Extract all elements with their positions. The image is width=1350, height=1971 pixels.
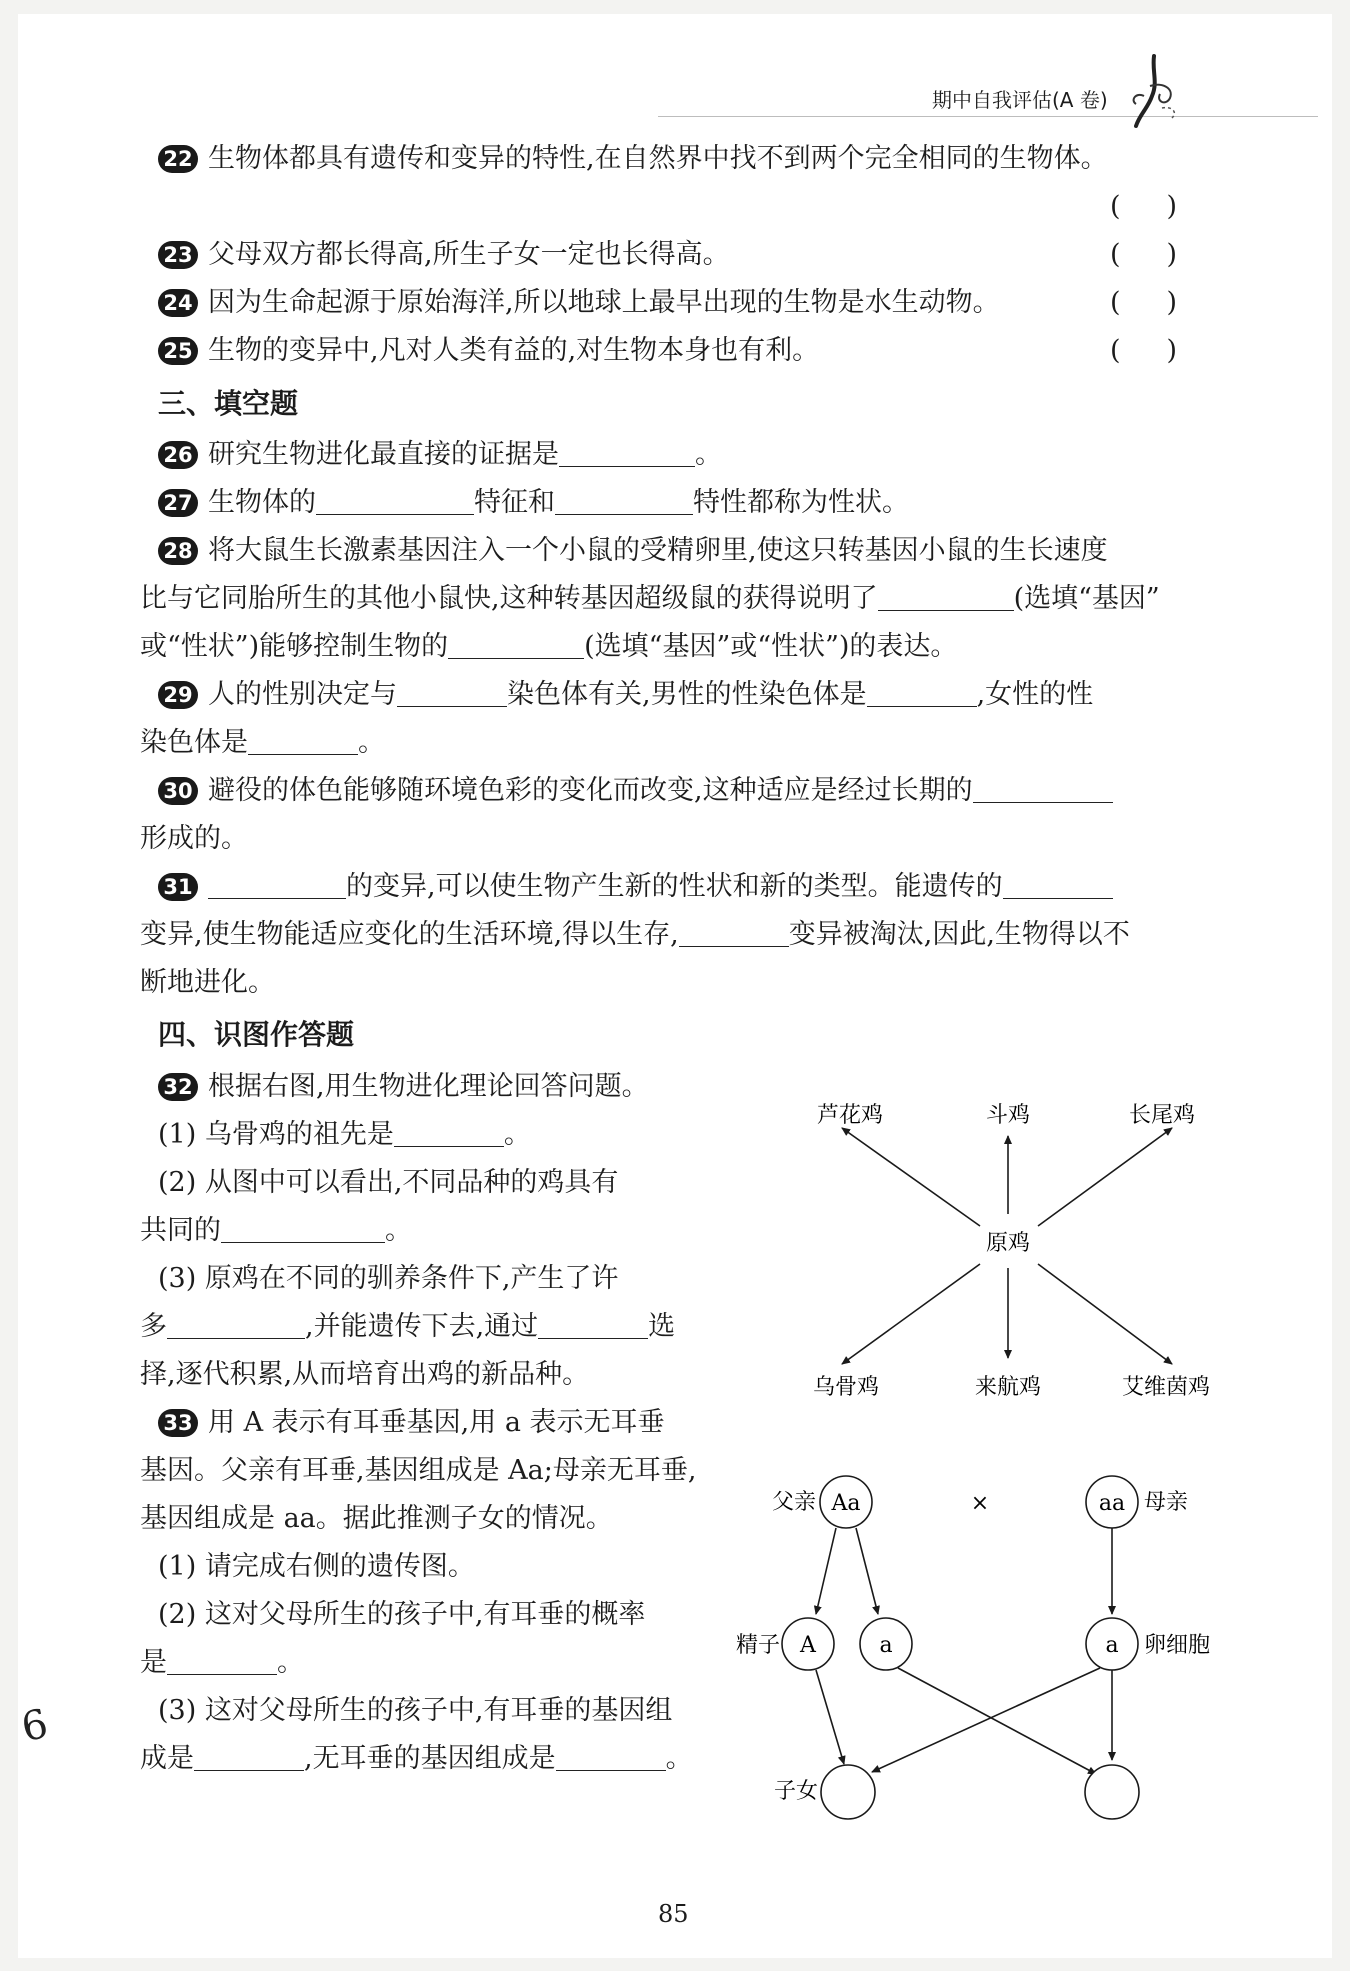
header-ornament-icon (1122, 52, 1192, 132)
question-text: 生物的变异中,凡对人类有益的,对生物本身也有利。 (208, 335, 820, 366)
question-line: 避役的体色能够随环境色彩的变化而改变,这种适应是经过长期的 (208, 776, 1113, 806)
breed-label: 艾维茵鸡 (1121, 1375, 1211, 1400)
answer-blank[interactable] (559, 444, 695, 467)
answer-blank[interactable] (878, 588, 1014, 611)
question-line: (1) 乌骨鸡的祖先是 。 (158, 1119, 531, 1150)
father-label: 父亲 (771, 1490, 816, 1515)
child-circle-blank[interactable] (1085, 1765, 1139, 1819)
question-line: 的变异,可以使生物产生新的性状和新的类型。能遗传的 (208, 872, 1113, 902)
answer-parentheses[interactable]: ( ) (1110, 335, 1178, 366)
sperm-label: 精子 (735, 1633, 780, 1658)
answer-blank[interactable] (556, 1748, 666, 1771)
question-line: 研究生物进化最直接的证据是 。 (208, 439, 722, 470)
answer-blank[interactable] (679, 924, 789, 947)
inheritance-diagram (735, 1434, 1228, 1854)
answer-parentheses[interactable]: ( ) (1110, 191, 1178, 222)
question-line: 用 A 表示有耳垂基因,用 a 表示无耳垂 (208, 1407, 665, 1438)
question-line: 形成的。 (140, 823, 248, 854)
question-line: 基因组成是 aa。据此推测子女的情况。 (140, 1503, 613, 1534)
question-number: 24 (158, 289, 198, 317)
question-line: 比与它同胎所生的其他小鼠快,这种转基因超级鼠的获得说明了 (选填“基因” (140, 583, 1160, 614)
section-title: 三、填空题 (158, 387, 299, 420)
question-number: 31 (158, 873, 198, 901)
answer-blank[interactable] (221, 1220, 385, 1243)
father-genotype: Aa (831, 1491, 861, 1516)
margin-mark: 6 (17, 1700, 52, 1752)
question-line: 基因。父亲有耳垂,基因组成是 Aa;母亲无耳垂, (140, 1455, 697, 1486)
question-line: 成是 ,无耳垂的基因组成是 。 (140, 1743, 693, 1774)
egg-allele: a (1105, 1633, 1119, 1658)
center-node-label: 原鸡 (985, 1231, 1031, 1256)
question-line: (3) 这对父母所生的孩子中,有耳垂的基因组 (158, 1695, 673, 1726)
arrow (872, 1668, 1100, 1772)
question-line: 染色体是 。 (140, 727, 385, 758)
child-label: 子女 (773, 1779, 818, 1804)
answer-blank[interactable] (394, 1124, 504, 1147)
question-line: 择,逐代积累,从而培育出鸡的新品种。 (140, 1359, 590, 1390)
cross-symbol: × (970, 1491, 990, 1516)
answer-blank[interactable] (555, 492, 693, 515)
arrow-to-wugu (842, 1264, 980, 1364)
question-number: 23 (158, 241, 198, 269)
page-number: 85 (658, 1900, 689, 1928)
arrow (816, 1670, 844, 1764)
breed-label: 斗鸡 (985, 1103, 1031, 1128)
question-line: 生物体的 特征和 特性都称为性状。 (208, 487, 909, 518)
question-line: 或“性状”)能够控制生物的 (选填“基因”或“性状”)的表达。 (140, 631, 958, 662)
sperm-allele: A (800, 1633, 816, 1658)
question-line: 是 。 (140, 1647, 304, 1678)
question-number: 27 (158, 489, 198, 517)
breed-label: 来航鸡 (974, 1375, 1042, 1400)
question-line: 多 ,并能遗传下去,通过 选 (140, 1311, 676, 1342)
question-number: 25 (158, 337, 198, 365)
answer-blank[interactable] (248, 732, 358, 755)
question-number: 30 (158, 777, 198, 805)
answer-blank[interactable] (167, 1316, 305, 1339)
answer-blank[interactable] (316, 492, 474, 515)
question-line: (2) 从图中可以看出,不同品种的鸡具有 (158, 1167, 619, 1198)
egg-label: 卵细胞 (1144, 1633, 1211, 1658)
question-line: 人的性别决定与 染色体有关,男性的性染色体是 ,女性的性 (208, 679, 1094, 710)
header-title: 期中自我评估(A 卷) (932, 88, 1108, 112)
question-line: 共同的 。 (140, 1215, 412, 1246)
answer-blank[interactable] (867, 684, 977, 707)
question-number: 28 (158, 537, 198, 565)
question-line: 将大鼠生长激素基因注入一个小鼠的受精卵里,使这只转基因小鼠的生长速度 (208, 535, 1108, 566)
question-number: 29 (158, 681, 198, 709)
answer-blank[interactable] (448, 636, 584, 659)
question-text: 生物体都具有遗传和变异的特性,在自然界中找不到两个完全相同的生物体。 (208, 143, 1108, 174)
header-rule (658, 116, 1318, 117)
section-title: 四、识图作答题 (158, 1018, 355, 1051)
question-number: 32 (158, 1073, 198, 1101)
answer-blank[interactable] (208, 876, 346, 899)
question-line: (1) 请完成右侧的遗传图。 (158, 1551, 475, 1582)
answer-parentheses[interactable]: ( ) (1110, 287, 1178, 318)
answer-blank[interactable] (397, 684, 507, 707)
question-text: 父母双方都长得高,所生子女一定也长得高。 (208, 239, 730, 270)
arrow-to-aiweiyin (1038, 1264, 1172, 1364)
breed-label: 长尾鸡 (1128, 1103, 1196, 1128)
breed-label: 芦花鸡 (816, 1103, 884, 1128)
answer-blank[interactable] (973, 780, 1113, 803)
sperm-allele: a (879, 1633, 893, 1658)
arrow (816, 1528, 836, 1614)
question-number: 22 (158, 145, 198, 173)
answer-blank[interactable] (194, 1748, 304, 1771)
answer-blank[interactable] (167, 1652, 277, 1675)
arrow-to-luhua (842, 1128, 980, 1226)
workbook-page (18, 14, 1332, 1958)
mother-label: 母亲 (1144, 1490, 1189, 1515)
answer-parentheses[interactable]: ( ) (1110, 239, 1178, 270)
question-text: 因为生命起源于原始海洋,所以地球上最早出现的生物是水生动物。 (208, 287, 1000, 318)
answer-blank[interactable] (1003, 876, 1113, 899)
question-line: 变异,使生物能适应变化的生活环境,得以生存, 变异被淘汰,因此,生物得以不 (140, 919, 1130, 950)
question-number: 26 (158, 441, 198, 469)
arrow-to-changwei (1038, 1128, 1172, 1226)
answer-blank[interactable] (538, 1316, 648, 1339)
breed-label: 乌骨鸡 (812, 1375, 880, 1400)
mother-genotype: aa (1098, 1491, 1126, 1516)
question-line: (2) 这对父母所生的孩子中,有耳垂的概率 (158, 1599, 646, 1630)
question-line: 根据右图,用生物进化理论回答问题。 (208, 1071, 649, 1102)
question-number: 33 (158, 1409, 198, 1437)
chicken-evolution-diagram (758, 1074, 1228, 1424)
question-line: (3) 原鸡在不同的驯养条件下,产生了许 (158, 1263, 619, 1294)
question-line: 断地进化。 (140, 967, 275, 998)
child-circle-blank[interactable] (821, 1765, 875, 1819)
arrow (856, 1528, 878, 1614)
